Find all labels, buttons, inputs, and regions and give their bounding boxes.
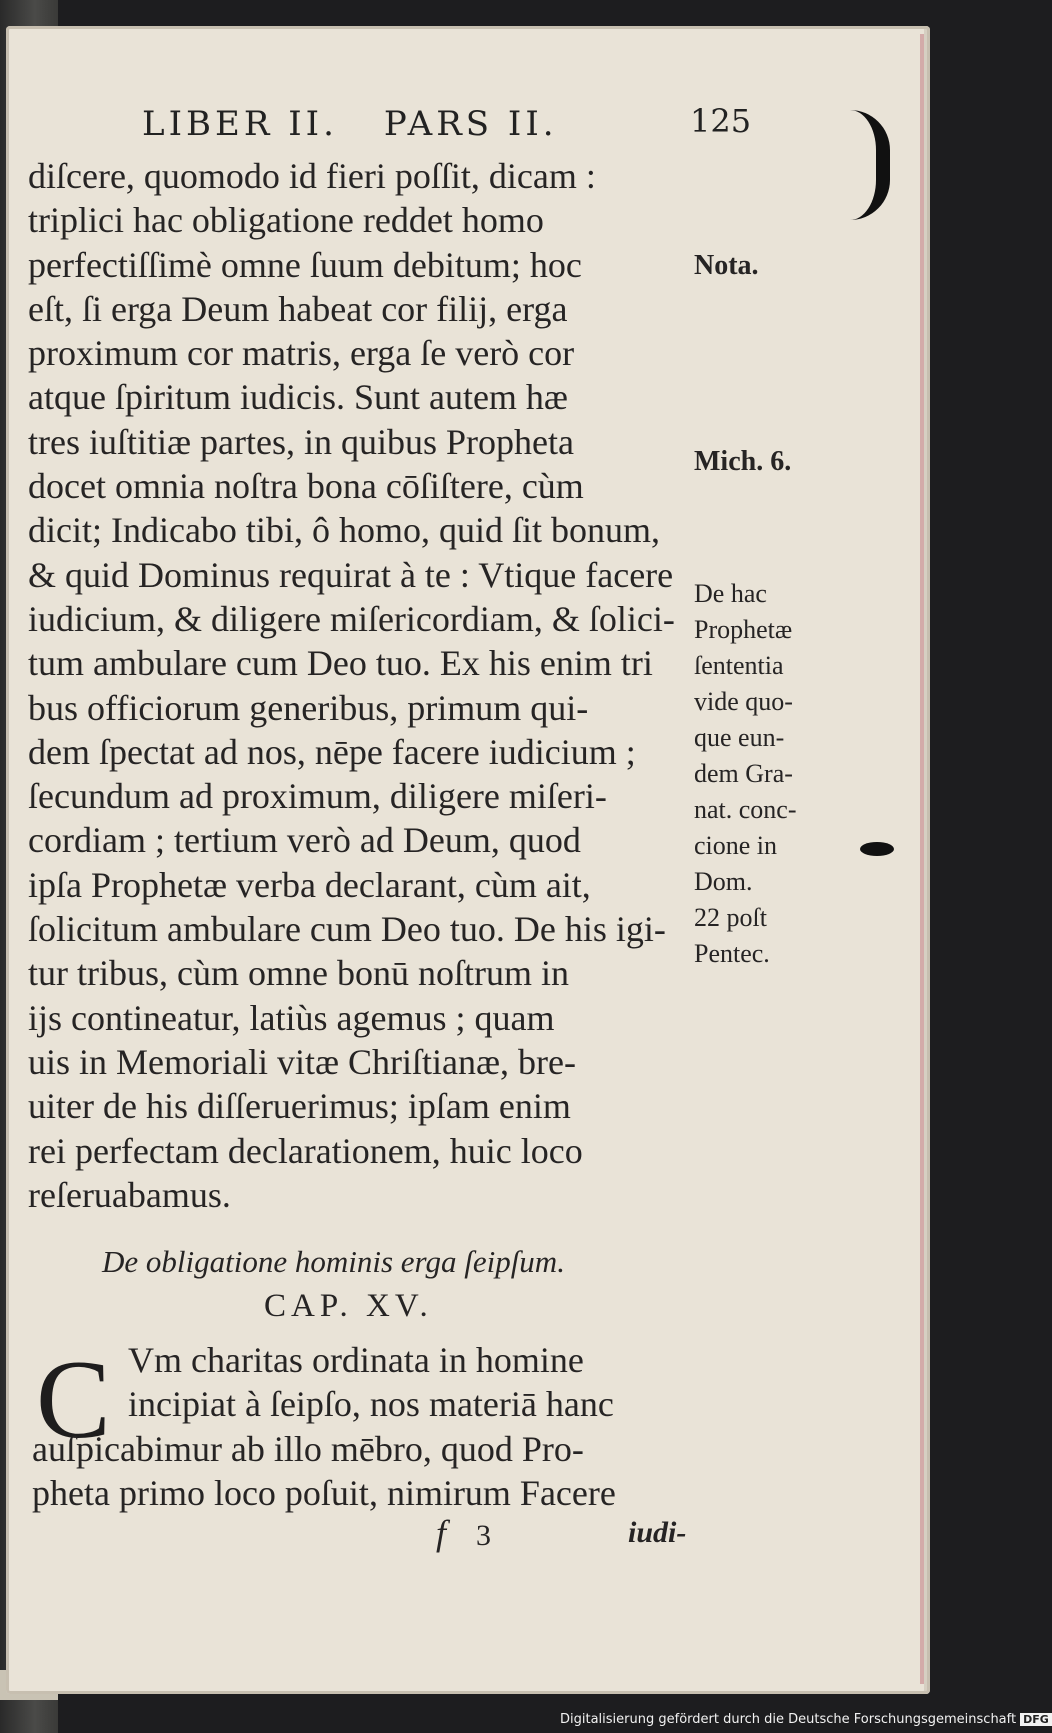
text-line: uis in Memoriali vitæ Chriſtianæ, bre- [28, 1041, 576, 1082]
margin-note-de-hac [694, 576, 797, 972]
chapter-heading: De obligatione hominis erga ſeipſum. [102, 1244, 565, 1279]
dfg-logo: DFG [1020, 1713, 1052, 1726]
ink-blot-mark [860, 842, 894, 856]
text-line: reſeruabamus. [28, 1174, 231, 1215]
text-line: perfectiſſimè omne ſuum debitum; hoc [28, 244, 582, 285]
margin-note-line: dem Gra- [694, 759, 793, 788]
text-line: ipſa Prophetæ verba declarant, cùm ait, [28, 864, 591, 905]
margin-note-line: Pentec. [694, 939, 770, 968]
digitization-footer [560, 1712, 1052, 1727]
margin-note-line: Dom. [694, 867, 753, 896]
running-head-book: LIBER II. [142, 104, 338, 144]
chapter-text-line: auſpicabimur ab illo mēbro, quod Pro- [32, 1428, 584, 1469]
text-line: iudicium, & diligere miſericordiam, & ſolici- [28, 598, 675, 639]
text-line: dem ſpectat ad nos, nēpe facere iudicium ; [28, 731, 636, 772]
page-edge [920, 34, 924, 1684]
running-head [142, 104, 604, 144]
text-line: bus officiorum generibus, primum qui- [28, 687, 589, 728]
running-head-part: PARS II. [383, 104, 558, 144]
text-line: & quid Dominus requirat à te : Vtique facere [28, 554, 674, 595]
page-number: 125 [690, 102, 752, 140]
body-text [28, 154, 700, 1217]
text-line: ſecundum ad proximum, diligere miſeri- [28, 776, 607, 817]
book-page [6, 26, 930, 1694]
text-line: dicit; Indicabo tibi, ô homo, quid ſit bonum, [28, 510, 660, 551]
catchword: iudi- [628, 1516, 687, 1549]
signature-letter: f [436, 1513, 447, 1553]
text-line: ſolicitum ambulare cum Deo tuo. De his igi- [28, 909, 666, 950]
chapter-text [32, 1338, 698, 1515]
text-line: eſt, ſi erga Deum habeat cor filij, erga [28, 288, 568, 329]
margin-note-line: 22 poſt [694, 903, 767, 932]
margin-note-nota: Nota. [694, 250, 759, 281]
margin-note-line: que eun- [694, 723, 785, 752]
margin-note-line: De hac [694, 579, 767, 608]
text-line: docet omnia noſtra bona cōſiſtere, cùm [28, 466, 584, 507]
margin-note-line: Prophetæ [694, 615, 793, 644]
signature-number: 3 [476, 1519, 492, 1552]
text-line: diſcere, quomodo id fieri poſſit, dicam : [28, 156, 596, 196]
chapter-text-line: Vm charitas ordinata in homine [128, 1340, 584, 1380]
drop-cap: C [36, 1338, 111, 1462]
margin-note-mich: Mich. 6. [694, 446, 792, 477]
text-line: triplici hac obligatione reddet homo [28, 200, 544, 241]
chapter-text-line: pheta primo loco poſuit, nimirum Facere [32, 1472, 616, 1513]
margin-note-line: vide quo- [694, 687, 793, 716]
text-line: cordiam ; tertium verò ad Deum, quod [28, 820, 581, 861]
margin-note-line: cione in [694, 831, 778, 860]
text-line: uiter de his diſſeruerimus; ipſam enim [28, 1086, 571, 1127]
chapter-text-line: incipiat à ſeipſo, nos materiā hanc [128, 1384, 614, 1425]
text-line: tres iuſtitiæ partes, in quibus Propheta [28, 421, 574, 462]
text-line: atque ſpiritum iudicis. Sunt autem hæ [28, 377, 568, 418]
footer-text: Digitalisierung gefördert durch die Deutsche Forschungsgemeinschaft [560, 1712, 1017, 1727]
text-line: rei perfectam declarationem, huic loco [28, 1130, 583, 1171]
text-line: tum ambulare cum Deo tuo. Ex his enim tri [28, 643, 653, 684]
text-line: ijs contineatur, latiùs agemus ; quam [28, 997, 555, 1038]
chapter-number: CAP. XV. [264, 1288, 433, 1324]
signature-mark [436, 1512, 491, 1554]
text-line: tur tribus, cùm omne bonū noſtrum in [28, 953, 569, 994]
text-line: proximum cor matris, erga ſe verò cor [28, 333, 575, 374]
margin-note-line: ſententia [694, 651, 784, 680]
margin-note-line: nat. conc- [694, 795, 797, 824]
